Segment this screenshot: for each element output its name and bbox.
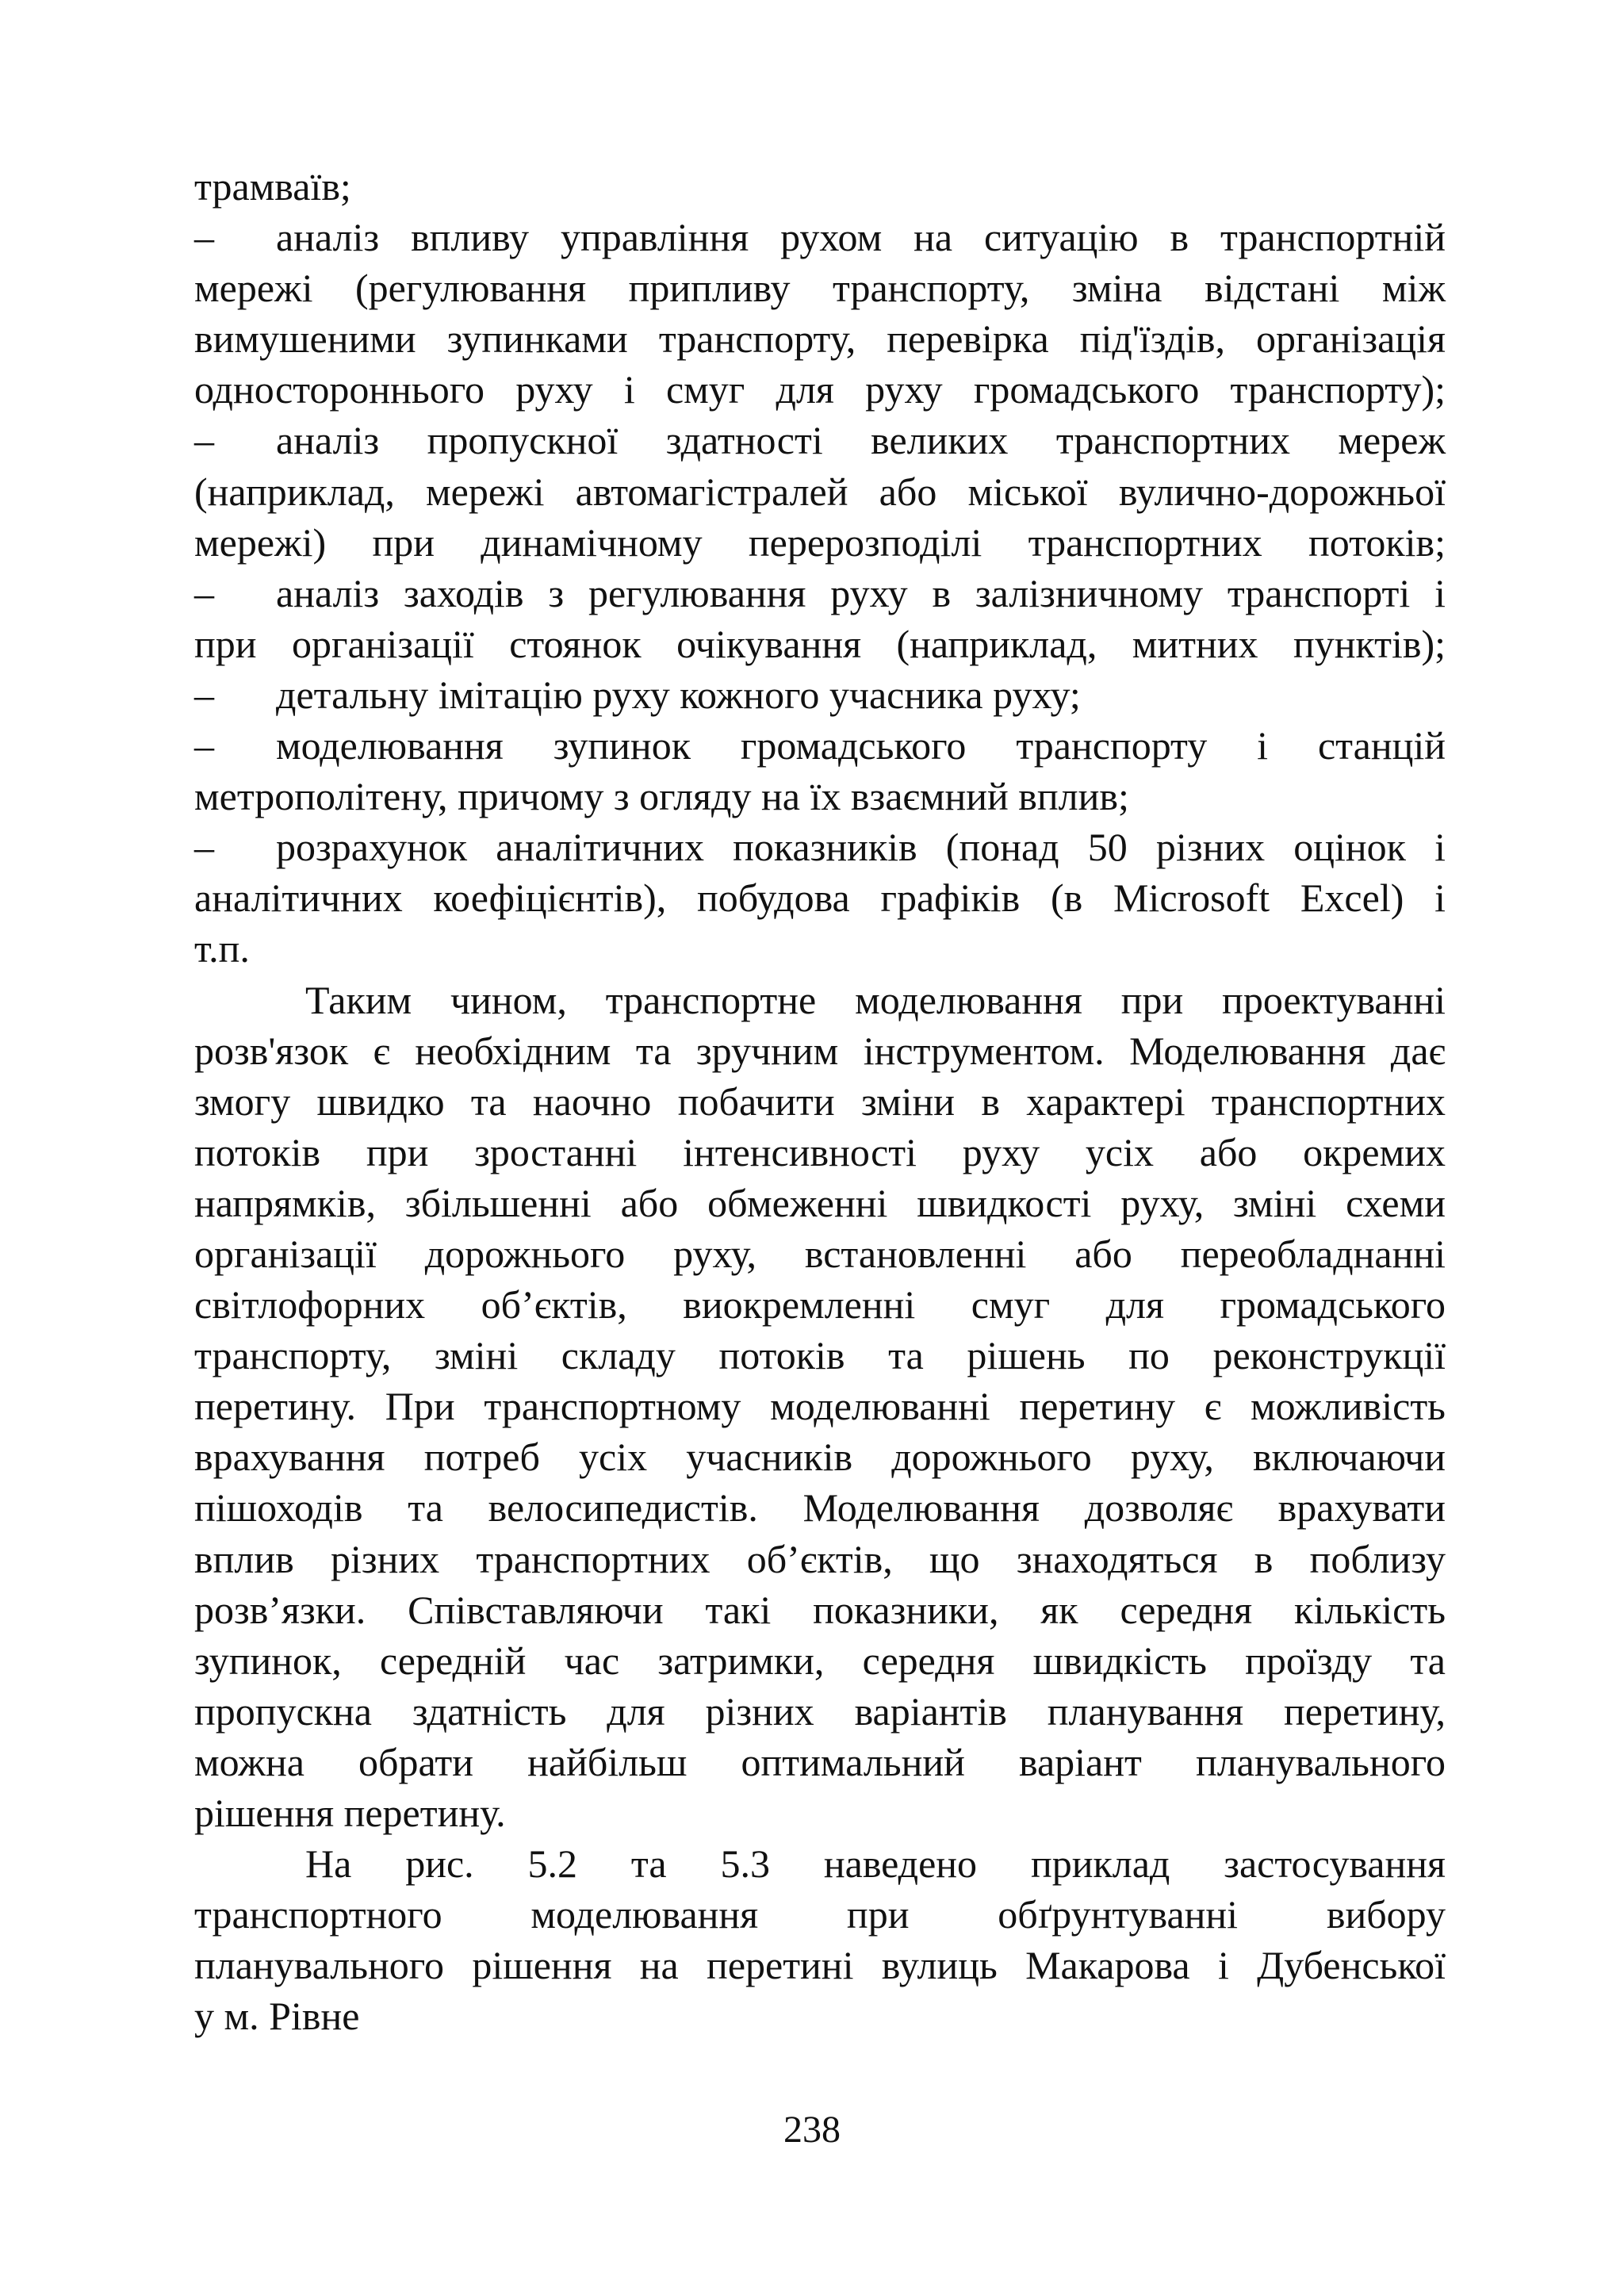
- list-item-line: [194, 822, 1446, 872]
- list-dash: –: [194, 723, 214, 768]
- text-line: [194, 1330, 1446, 1381]
- text-line: [194, 771, 1446, 822]
- body-text: [194, 161, 1446, 2041]
- line-text: у м. Рівне: [194, 1994, 360, 2039]
- line-text: планувального рішення на перетині вулиць Макарова і Дубенської: [194, 1943, 1446, 1988]
- text-line: [194, 1431, 1446, 1482]
- list-dash: –: [194, 825, 214, 870]
- text-line: [194, 619, 1446, 669]
- text-line: [194, 923, 1446, 974]
- list-item-line: [194, 568, 1446, 619]
- line-text: (наприклад, мережі автомагістралей або міської вулично-дорожньої: [194, 469, 1446, 514]
- text-line: [194, 1686, 1446, 1737]
- list-item-line: [194, 669, 1446, 720]
- text-line: [194, 1076, 1446, 1127]
- line-text: аналітичних коефіцієнтів), побудова графіків (в Microsoft Excel) і: [194, 875, 1446, 921]
- line-text: потоків при зростанні інтенсивності руху усіх або окремих: [194, 1129, 1446, 1174]
- text-line: [194, 1279, 1446, 1330]
- text-line: [194, 1025, 1446, 1076]
- text-line: [194, 1584, 1446, 1635]
- text-line: [194, 262, 1446, 313]
- text-line: [194, 1940, 1446, 1990]
- text-line: [194, 1787, 1446, 1838]
- line-text: Таким чином, транспортне моделювання при проектуванні: [305, 977, 1446, 1022]
- text-line: [194, 1127, 1446, 1178]
- paragraph-first-line: [194, 1838, 1446, 1889]
- line-text: вимушеними зупинками транспорту, перевірка під'їздів, організація: [194, 316, 1446, 362]
- line-text: розв'язок є необхідним та зручним інструментом. Моделювання дає: [194, 1028, 1446, 1073]
- list-item-line: [194, 212, 1446, 262]
- text-line: [194, 1381, 1446, 1431]
- line-text: детальну імітацію руху кожного учасника руху;: [276, 672, 1081, 717]
- line-text: моделювання зупинок громадського транспорту і станцій: [276, 723, 1446, 768]
- text-line: [194, 364, 1446, 415]
- line-text: врахування потреб усіх учасників дорожнього руху, включаючи: [194, 1435, 1446, 1480]
- line-text: рішення перетину.: [194, 1791, 506, 1835]
- line-text: аналіз впливу управління рухом на ситуацію в транспортній: [276, 215, 1446, 260]
- line-text: мережі (регулювання припливу транспорту, зміна відстані між: [194, 266, 1446, 311]
- text-line: [194, 1889, 1446, 1940]
- line-text: при організації стоянок очікування (наприклад, митних пунктів);: [194, 621, 1446, 666]
- list-dash: –: [194, 570, 214, 615]
- line-text: напрямків, збільшенні або обмеженні швидкості руху, зміні схеми: [194, 1180, 1446, 1225]
- line-text: метрополітену, причому з огляду на їх взаємний вплив;: [194, 774, 1129, 819]
- line-text: можна обрати найбільш оптимальний варіант планувального: [194, 1739, 1446, 1784]
- line-text: перетину. При транспортному моделюванні перетину є можливість: [194, 1384, 1446, 1429]
- line-text: аналіз заходів з регулювання руху в залізничному транспорті і: [276, 570, 1446, 615]
- text-line: [194, 161, 1446, 212]
- paragraph-first-line: [194, 975, 1446, 1025]
- line-text: вплив різних транспортних об’єктів, що знаходяться в поблизу: [194, 1536, 1446, 1581]
- line-text: світлофорних об’єктів, виокремленні смуг для громадського: [194, 1282, 1446, 1328]
- text-line: [194, 517, 1446, 568]
- text-line: [194, 1990, 1446, 2041]
- page-number: 238: [783, 2109, 841, 2151]
- text-line: [194, 1737, 1446, 1787]
- text-line: [194, 1534, 1446, 1584]
- line-text: т.п.: [194, 926, 250, 971]
- line-text: одностороннього руху і смуг для руху громадського транспорту);: [194, 367, 1446, 412]
- text-line: [194, 1635, 1446, 1686]
- line-text: аналіз пропускної здатності великих транспортних мереж: [276, 418, 1446, 463]
- line-text: змогу швидко та наочно побачити зміни в характері транспортних: [194, 1079, 1446, 1124]
- list-dash: –: [194, 418, 214, 463]
- line-text: організації дорожнього руху, встановленні або переобладнанні: [194, 1231, 1446, 1276]
- line-text: пропускна здатність для різних варіантів планування перетину,: [194, 1688, 1446, 1734]
- line-text: транспортного моделювання при обґрунтуванні вибору: [194, 1892, 1446, 1937]
- list-dash: –: [194, 215, 214, 260]
- line-text: транспорту, зміні складу потоків та рішень по реконструкції: [194, 1333, 1446, 1378]
- line-text: пішоходів та велосипедистів. Моделювання дозволяє врахувати: [194, 1485, 1446, 1531]
- text-line: [194, 1482, 1446, 1533]
- text-line: [194, 1178, 1446, 1228]
- line-text: розрахунок аналітичних показників (понад 50 різних оцінок і: [276, 825, 1446, 870]
- line-text: розв’язки. Співставляючи такі показники, як середня кількість: [194, 1587, 1446, 1632]
- line-text: зупинок, середній час затримки, середня швидкість проїзду та: [194, 1638, 1446, 1683]
- list-dash: –: [194, 672, 214, 717]
- line-text: На рис. 5.2 та 5.3 наведено приклад застосування: [305, 1841, 1446, 1887]
- list-item-line: [194, 720, 1446, 771]
- line-text: трамваїв;: [194, 164, 351, 209]
- line-text: мережі) при динамічному перерозподілі транспортних потоків;: [194, 519, 1446, 565]
- text-line: [194, 466, 1446, 517]
- text-line: [194, 872, 1446, 923]
- list-item-line: [194, 415, 1446, 466]
- text-line: [194, 1228, 1446, 1279]
- text-line: [194, 313, 1446, 364]
